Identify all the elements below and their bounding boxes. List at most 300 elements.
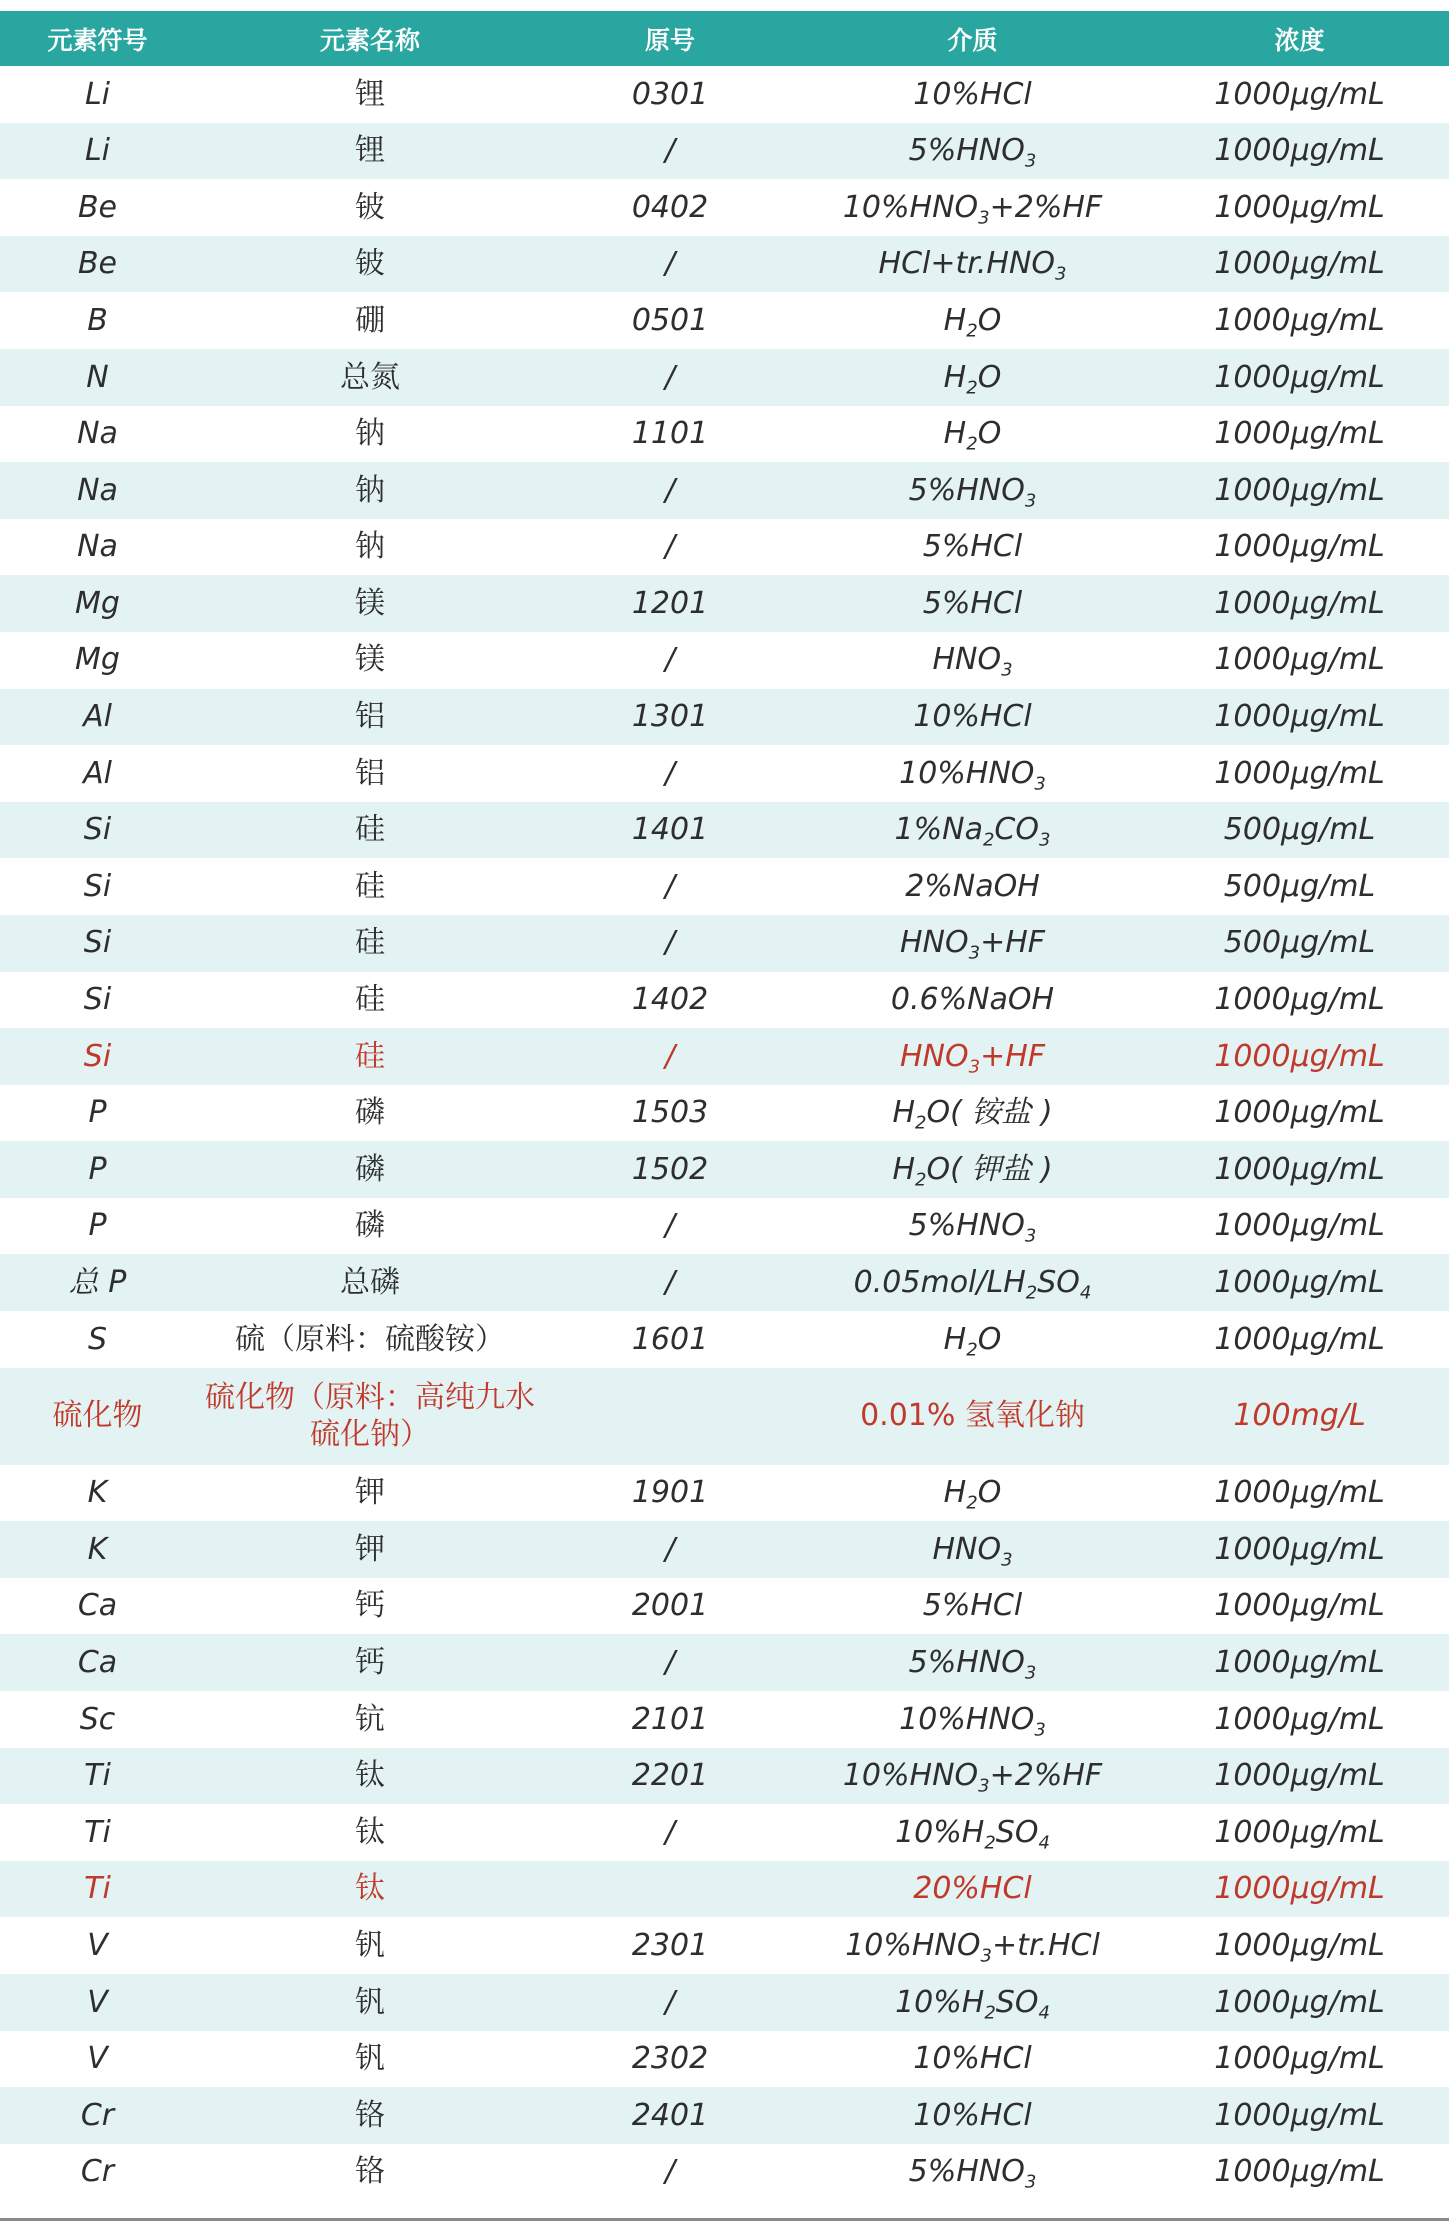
medium-text: H [943,1321,967,1357]
cell-code: / [664,755,676,791]
cell-concentration: 1000μg/mL [1214,1644,1385,1680]
cell-medium [795,915,1150,972]
medium-text: H [892,1095,915,1131]
cell-medium [795,2144,1150,2201]
cell-concentration: 1000μg/mL [1214,246,1385,282]
cell-medium [795,1141,1150,1198]
cell-code: 2301 [631,1927,709,1963]
header-code: 原号 [644,25,695,55]
cell-name: 铝 [355,755,385,791]
medium-text: H [943,1475,967,1511]
cell-code: 1503 [631,1095,709,1131]
cell-code: 2401 [631,2097,709,2133]
table-row [0,349,1449,406]
table-row [0,1028,1449,1085]
cell-symbol: Al [83,755,112,791]
medium-subscript: 3 [1034,1718,1046,1740]
cell-symbol: N [86,359,109,395]
cell-concentration: 1000μg/mL [1214,1531,1385,1567]
cell-symbol: K [87,1475,108,1511]
cell-code: 1301 [631,699,709,735]
cell-concentration: 1000μg/mL [1214,1265,1385,1301]
cell-concentration: 1000μg/mL [1214,1588,1385,1624]
medium-subscript: 2 [966,433,978,455]
cell-medium [795,1634,1150,1691]
cell-symbol: 硫化物 [52,1398,143,1434]
cell-concentration: 1000μg/mL [1214,189,1385,225]
cell-name: 总氮 [340,359,400,395]
medium-text: 5%HCl [922,585,1023,621]
cell-medium [795,972,1150,1029]
table-row [0,972,1449,1029]
cell-concentration: 1000μg/mL [1214,1095,1385,1131]
cell-symbol: P [88,1151,107,1187]
medium-subscript: 2 [984,2001,996,2023]
cell-symbol: P [88,1095,107,1131]
medium-text: 5%HNO [908,1208,1025,1244]
cell-name: 钛 [355,1758,385,1794]
cell-symbol: B [87,302,108,338]
cell-concentration: 1000μg/mL [1214,472,1385,508]
medium-text: 0.01% 氢氧化钠 [860,1398,1085,1434]
cell-symbol: 总 P [68,1265,127,1301]
medium-text: 5%HCl [922,1588,1023,1624]
table-header [0,11,1449,66]
cell-code: / [664,359,676,395]
cell-name: 钾 [355,1475,385,1511]
medium-subscript: 2 [1025,1282,1038,1304]
table-row [0,1368,1449,1465]
medium-text: 0.05mol/LH [853,1265,1026,1301]
medium-subscript: 2 [966,320,978,342]
medium-subscript: 3 [1001,659,1013,681]
cell-code: 1601 [631,1321,709,1357]
table-row [0,1198,1449,1255]
cell-name: 钠 [355,472,385,508]
cell-concentration: 1000μg/mL [1214,1927,1385,1963]
medium-text: O( 钾盐 ) [926,1151,1053,1187]
cell-symbol: Mg [75,642,120,678]
medium-text: 5%HNO [908,133,1025,169]
cell-medium [795,632,1150,689]
table-row [0,236,1449,293]
cell-medium [795,745,1150,802]
cell-symbol: Ti [84,1814,111,1850]
cell-concentration: 1000μg/mL [1214,2097,1385,2133]
header-row [0,11,1449,66]
cell-name: 硅 [355,925,385,961]
table-row [0,519,1449,576]
cell-name: 镁 [355,642,385,678]
medium-text: 10%HNO [842,189,979,225]
cell-medium [795,519,1150,576]
medium-subscript: 3 [1024,150,1037,172]
medium-text: H [943,416,967,452]
cell-concentration: 1000μg/mL [1214,1814,1385,1850]
cell-concentration: 1000μg/mL [1214,302,1385,338]
cell-code: / [664,868,676,904]
cell-symbol: V [87,1984,108,2020]
standards-table [0,11,1449,2200]
medium-subscript: 3 [1034,772,1046,794]
cell-symbol: Be [77,246,118,282]
cell-symbol: Si [83,812,112,848]
medium-subscript: 3 [968,942,981,964]
table-row [0,1691,1449,1748]
medium-subscript: 4 [1038,1832,1050,1854]
cell-code: 1101 [631,416,709,452]
table-row [0,1141,1449,1198]
cell-name: 总磷 [340,1265,400,1301]
header-medium: 介质 [947,25,998,55]
medium-subscript: 2 [915,1112,927,1134]
cell-symbol: Si [83,982,112,1018]
medium-text: 20%HCl [913,1871,1032,1907]
cell-medium [795,1368,1150,1465]
cell-name: 硼 [355,302,385,338]
table-row [0,2144,1449,2201]
table-row [0,123,1449,180]
cell-code: / [664,1265,676,1301]
cell-medium [795,1198,1150,1255]
cell-medium [795,1085,1150,1142]
medium-subscript: 3 [1024,1662,1037,1684]
cell-symbol: V [87,2041,108,2077]
medium-text: 10%HCl [913,699,1032,735]
table-row [0,1804,1449,1861]
cell-concentration: 1000μg/mL [1214,1321,1385,1357]
table-row [0,1634,1449,1691]
cell-name: 铝 [355,699,385,735]
medium-text: H [943,359,967,395]
cell-name: 硅 [355,812,385,848]
cell-code: 0501 [631,302,709,338]
cell-medium [795,1917,1150,1974]
cell-name: 镁 [355,585,385,621]
cell-concentration: 500μg/mL [1223,868,1376,904]
cell-concentration: 1000μg/mL [1214,1871,1385,1907]
cell-name: 钛 [355,1871,385,1907]
cell-symbol: K [87,1531,108,1567]
medium-text: +HF [980,1038,1046,1074]
cell-code: / [664,246,676,282]
medium-subscript: 2 [982,829,995,851]
cell-medium [795,2087,1150,2144]
medium-text: +tr.HCl [991,1927,1100,1963]
cell-medium [795,406,1150,463]
cell-symbol: Li [84,76,111,112]
cell-name: 钙 [355,1644,385,1680]
cell-code: / [664,2154,676,2190]
cell-name: 磷 [355,1208,385,1244]
table-row [0,689,1449,746]
medium-text: 10%HCl [913,2097,1032,2133]
table-row [0,1917,1449,1974]
table-row [0,179,1449,236]
medium-subscript: 2 [966,1338,978,1360]
table-body [0,66,1449,2200]
cell-code: / [664,925,676,961]
cell-symbol: Cr [80,2097,115,2133]
table-row [0,915,1449,972]
medium-subscript: 4 [1079,1282,1092,1304]
cell-name: 钙 [355,1588,385,1624]
table-row [0,406,1449,463]
table-row [0,1861,1449,1918]
cell-medium [795,1578,1150,1635]
cell-name: 钛 [355,1814,385,1850]
cell-medium [795,349,1150,406]
medium-text: 10%HCl [913,76,1032,112]
table-row [0,1254,1449,1311]
cell-medium [795,1028,1150,1085]
medium-text: O [977,302,1002,338]
cell-code: 1402 [631,982,709,1018]
table-row [0,1578,1449,1635]
cell-medium [795,66,1150,123]
medium-text: HNO [932,642,1002,678]
cell-symbol: Ca [77,1588,118,1624]
cell-code: 2001 [631,1588,709,1624]
cell-medium [795,462,1150,519]
medium-text: 10%HNO [899,1701,1035,1737]
medium-text: HNO [899,1038,969,1074]
medium-subscript: 3 [1055,263,1067,285]
cell-concentration: 1000μg/mL [1214,416,1385,452]
medium-text: 10%HNO [845,1927,981,1963]
cell-concentration: 100mg/L [1233,1398,1366,1434]
cell-medium [795,802,1150,859]
medium-subscript: 3 [1024,2171,1037,2193]
medium-text: 1%Na [894,812,983,848]
cell-concentration: 1000μg/mL [1214,1038,1385,1074]
medium-text: 10%HCl [913,2041,1032,2077]
cell-medium [795,292,1150,349]
cell-code: 1401 [631,812,709,848]
cell-code: / [664,1984,676,2020]
table-row [0,1085,1449,1142]
medium-text: H [892,1151,915,1187]
cell-concentration: 1000μg/mL [1214,1208,1385,1244]
cell-symbol: Sc [79,1701,116,1737]
cell-symbol: Ti [84,1871,111,1907]
table-row [0,2087,1449,2144]
medium-text: 5%HCl [922,529,1023,565]
cell-medium [795,2031,1150,2088]
cell-name: 钠 [355,529,385,565]
cell-medium [795,1974,1150,2031]
cell-name: 钾 [355,1531,385,1567]
header-concentration: 浓度 [1274,25,1325,55]
medium-text: +2%HF [989,1758,1103,1794]
cell-concentration: 1000μg/mL [1214,529,1385,565]
cell-code: / [664,1531,676,1567]
table-row [0,1748,1449,1805]
table-row [0,1465,1449,1522]
medium-subscript: 3 [1038,829,1051,851]
cell-name: 磷 [355,1095,385,1131]
cell-symbol: Al [83,699,112,735]
cell-medium [795,689,1150,746]
cell-name: 钒 [355,1927,385,1963]
cell-medium [795,236,1150,293]
cell-medium [795,1861,1150,1918]
medium-subscript: 3 [1024,490,1037,511]
medium-text: 10%HNO [842,1758,979,1794]
medium-text: SO [995,1984,1039,2020]
table-row [0,858,1449,915]
cell-symbol: Na [77,472,118,508]
cell-medium [795,1311,1150,1368]
cell-medium [795,1465,1150,1522]
table-row [0,1974,1449,2031]
medium-text: SO [1037,1265,1080,1301]
header-symbol: 元素符号 [47,25,148,55]
medium-text: 5%HNO [908,2154,1025,2190]
medium-text: CO [994,812,1039,848]
cell-medium [795,179,1150,236]
cell-medium [795,575,1150,632]
medium-text: O [977,416,1002,452]
cell-symbol: S [87,1321,108,1357]
cell-medium [795,1254,1150,1311]
cell-concentration: 1000μg/mL [1214,133,1385,169]
cell-code: / [664,529,676,565]
table-row [0,802,1449,859]
cell-name: 铍 [355,189,385,225]
table-row [0,1521,1449,1578]
cell-concentration: 1000μg/mL [1214,699,1385,735]
cell-name: 钒 [355,2041,385,2077]
cell-code: 1901 [631,1475,709,1511]
bottom-rule [0,2218,1449,2221]
cell-name: 硅 [355,982,385,1018]
cell-code: 1201 [631,585,709,621]
cell-concentration: 1000μg/mL [1214,1758,1385,1794]
medium-subscript: 3 [1001,1549,1013,1571]
cell-symbol: Ti [84,1758,111,1794]
medium-subscript: 3 [978,1775,990,1797]
medium-text: 10%H [895,1814,985,1850]
cell-symbol: Si [83,925,112,961]
cell-concentration: 1000μg/mL [1214,585,1385,621]
cell-code: 2201 [631,1758,709,1794]
medium-subscript: 3 [980,1945,992,1967]
cell-code: / [664,133,676,169]
medium-text: 5%HNO [908,472,1025,508]
header-name: 元素名称 [319,25,420,55]
cell-symbol: Ca [77,1644,118,1680]
cell-code: 0301 [631,76,709,112]
cell-code: / [664,1814,676,1850]
table-row [0,1311,1449,1368]
cell-name: 钒 [355,1984,385,2020]
medium-text: O [977,1475,1002,1511]
cell-name: 钪 [355,1701,385,1737]
cell-concentration: 1000μg/mL [1214,2041,1385,2077]
cell-concentration: 1000μg/mL [1214,359,1385,395]
cell-symbol: Na [77,529,118,565]
cell-name: 铬 [355,2154,385,2190]
cell-code: / [664,642,676,678]
medium-text: 2%NaOH [905,868,1040,904]
cell-symbol: Si [83,868,112,904]
cell-concentration: 500μg/mL [1223,925,1376,961]
cell-code: 2302 [631,2041,709,2077]
cell-concentration: 500μg/mL [1223,812,1376,848]
cell-concentration: 1000μg/mL [1214,1151,1385,1187]
cell-symbol: P [88,1208,107,1244]
cell-code: / [664,472,676,508]
cell-concentration: 1000μg/mL [1214,982,1385,1018]
cell-symbol: Si [83,1038,112,1074]
medium-subscript: 4 [1038,2001,1050,2023]
medium-text: +HF [980,925,1046,961]
cell-name: 硅 [355,868,385,904]
cell-concentration: 1000μg/mL [1214,642,1385,678]
medium-text: HCl+tr.HNO [878,246,1056,282]
cell-code: / [664,1038,676,1074]
medium-text: 5%HNO [908,1644,1025,1680]
cell-concentration: 1000μg/mL [1214,755,1385,791]
cell-name: 铬 [355,2097,385,2133]
table-row [0,462,1449,519]
cell-name: 锂 [355,76,385,112]
cell-medium [795,858,1150,915]
cell-name: 硅 [355,1038,385,1074]
medium-subscript: 2 [915,1169,927,1191]
cell-name: 锂 [355,133,385,169]
medium-text: H [943,302,967,338]
cell-medium [795,1691,1150,1748]
table-row [0,745,1449,802]
cell-code: 2101 [631,1701,709,1737]
cell-code: / [664,1208,676,1244]
table-row [0,2031,1449,2088]
cell-concentration: 1000μg/mL [1214,2154,1385,2190]
medium-text: 10%HNO [899,755,1035,791]
medium-text: O( 铵盐 ) [926,1095,1053,1131]
medium-subscript: 3 [968,1055,981,1077]
medium-text: 10%H [895,1984,985,2020]
cell-name: 硫（原料：硫酸铵） [235,1321,505,1357]
cell-concentration: 1000μg/mL [1214,1984,1385,2020]
cell-medium [795,1804,1150,1861]
cell-code: 0402 [631,189,709,225]
medium-text: +2%HF [989,189,1103,225]
table-row [0,575,1449,632]
medium-text: O [977,1321,1002,1357]
medium-text: 0.6%NaOH [890,982,1055,1018]
cell-concentration: 1000μg/mL [1214,1701,1385,1737]
cell-symbol: Li [84,133,111,169]
cell-code [545,1861,795,1918]
cell-name: 铍 [355,246,385,282]
cell-concentration: 1000μg/mL [1214,1475,1385,1511]
medium-text: O [977,359,1002,395]
table-row [0,632,1449,689]
medium-text: SO [995,1814,1039,1850]
medium-subscript: 2 [966,1492,978,1514]
cell-concentration: 1000μg/mL [1214,76,1385,112]
medium-text: HNO [899,925,969,961]
table-row [0,66,1449,123]
cell-medium [795,123,1150,180]
cell-symbol: V [87,1927,108,1963]
cell-medium [795,1748,1150,1805]
cell-symbol: Cr [80,2154,115,2190]
cell-medium [795,1521,1150,1578]
